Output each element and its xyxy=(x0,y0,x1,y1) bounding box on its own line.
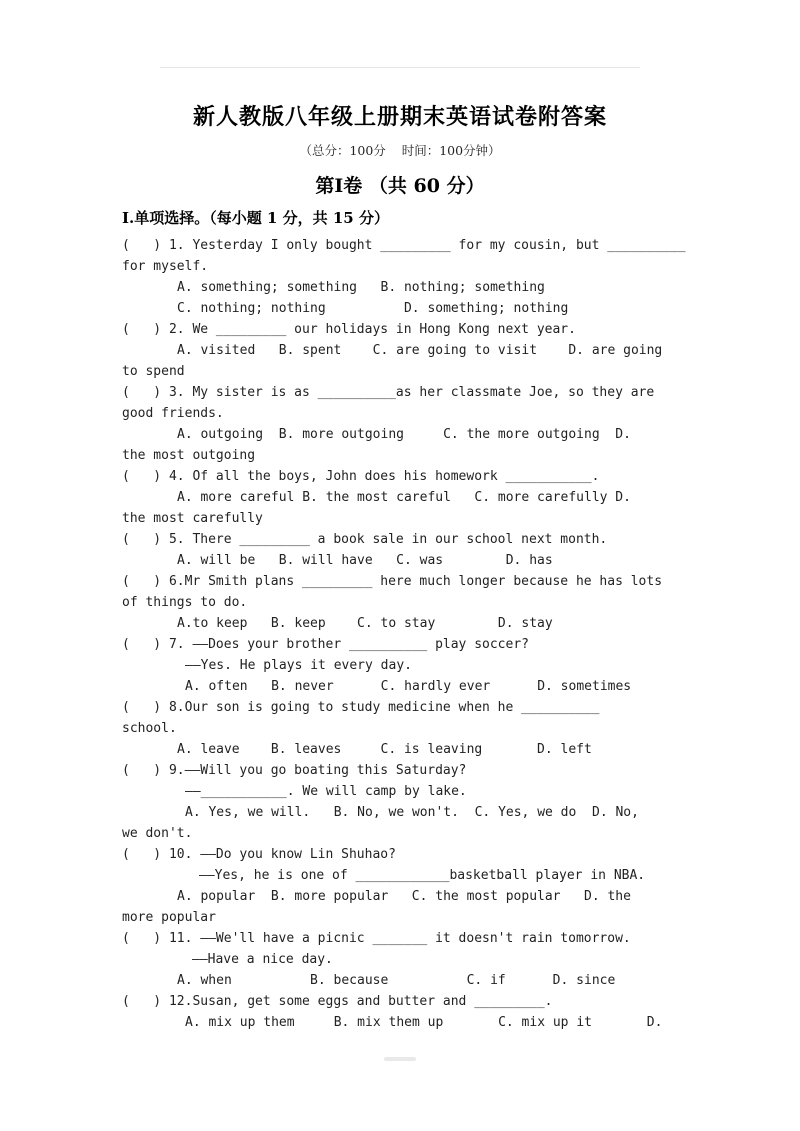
question-line: ( ) 9.——Will you go boating this Saturday? xyxy=(122,763,467,778)
question-line: ( ) 3. My sister is as __________as her classmate Joe, so they are xyxy=(122,385,655,400)
question-line: ( ) 12.Susan, get some eggs and butter and _________. xyxy=(122,994,553,1009)
question-line: of things to do. xyxy=(122,595,248,610)
question-line: ( ) 7. ——Does your brother __________ play soccer? xyxy=(122,637,529,652)
option-line: the most carefully xyxy=(122,511,263,526)
option-line: A. when B. because C. if D. since xyxy=(177,973,616,988)
question-line: ( ) 4. Of all the boys, John does his homework ___________. xyxy=(122,469,600,484)
question-line: for myself. xyxy=(122,259,209,274)
option-line: A. more careful B. the most careful C. more carefully D. xyxy=(177,490,631,505)
part-heading: 第Ⅰ卷 （共 60 分） xyxy=(315,175,485,197)
question-line: ( ) 1. Yesterday I only bought _________ for my cousin, but __________ xyxy=(122,238,686,253)
question-line: ( ) 5. There _________ a book sale in our school next month. xyxy=(122,532,608,547)
page-watermark xyxy=(384,1057,416,1061)
option-line: A. often B. never C. hardly ever D. sometimes xyxy=(185,679,632,694)
option-line: we don't. xyxy=(122,826,193,841)
question-line: school. xyxy=(122,721,177,736)
option-line: A. popular B. more popular C. the most popular D. the xyxy=(177,889,631,904)
document-subtitle: （总分：100分 时间：100分钟） xyxy=(299,143,501,158)
option-line: A. visited B. spent C. are going to visit D. are going xyxy=(177,343,663,358)
option-line: A.to keep B. keep C. to stay D. stay xyxy=(177,616,553,631)
option-line: A. Yes, we will. B. No, we won't. C. Yes, we do D. No, xyxy=(185,805,639,820)
dialogue-line: ——Yes, he is one of ____________basketball player in NBA. xyxy=(199,868,646,883)
question-line: ( ) 2. We _________ our holidays in Hong Kong next year. xyxy=(122,322,576,337)
option-line: A. something; something B. nothing; something xyxy=(177,280,545,295)
document-title: 新人教版八年级上册期末英语试卷附答案 xyxy=(192,104,607,130)
option-line: A. mix up them B. mix them up C. mix up it D. xyxy=(185,1015,663,1030)
dialogue-line: ——Yes. He plays it every day. xyxy=(185,658,412,673)
option-line: A. outgoing B. more outgoing C. the more outgoing D. xyxy=(177,427,631,442)
question-line: ( ) 8.Our son is going to study medicine when he __________ xyxy=(122,700,600,715)
option-line: the most outgoing xyxy=(122,448,256,463)
dialogue-line: ——Have a nice day. xyxy=(192,952,333,967)
question-line: ( ) 11. ——We'll have a picnic _______ it doesn't rain tomorrow. xyxy=(122,931,631,946)
dialogue-line: ——___________. We will camp by lake. xyxy=(185,784,467,799)
option-line: C. nothing; nothing D. something; nothing xyxy=(177,301,569,316)
option-line: more popular xyxy=(122,910,216,925)
option-line: A. leave B. leaves C. is leaving D. left xyxy=(177,742,592,757)
question-line: ( ) 6.Mr Smith plans _________ here much longer because he has lots xyxy=(122,574,663,589)
option-line: to spend xyxy=(122,364,185,379)
question-line: good friends. xyxy=(122,406,224,421)
header-rule xyxy=(160,67,640,68)
section-heading: Ⅰ.单项选择。（每小题 1 分，共 15 分） xyxy=(122,209,389,227)
option-line: A. will be B. will have C. was D. has xyxy=(177,553,553,568)
question-line: ( ) 10. ——Do you know Lin Shuhao? xyxy=(122,847,396,862)
